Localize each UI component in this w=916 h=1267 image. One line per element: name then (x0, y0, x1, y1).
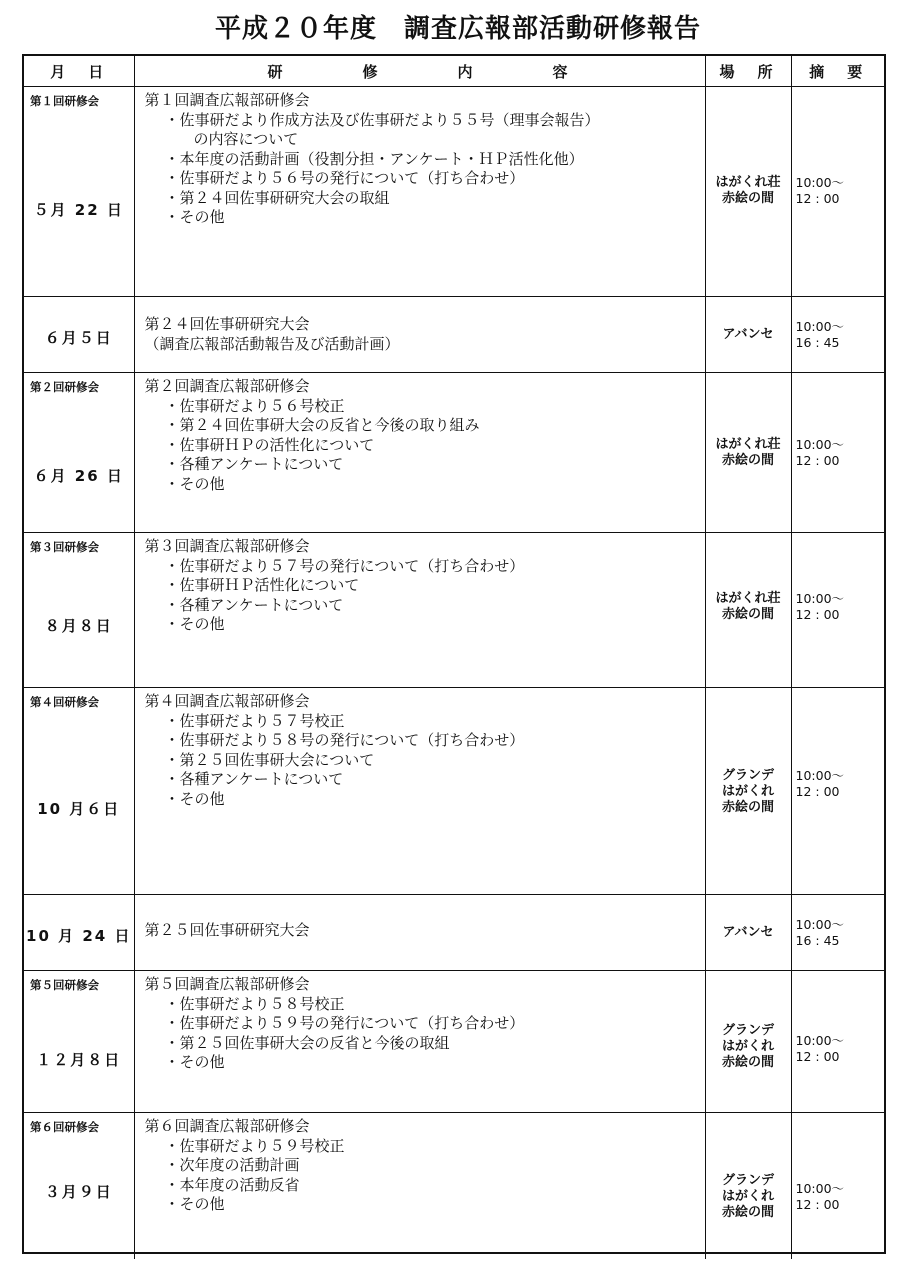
place-cell (705, 971, 791, 1113)
agenda-item: ・その他 (164, 789, 225, 808)
time-range: 12 : 00 (795, 1197, 840, 1212)
agenda-item: ・各種アンケートについて (164, 595, 344, 614)
session-heading: 第４回調査広報部研修会 (144, 692, 310, 710)
agenda-item: ・第２５回佐事研大会の反省と今後の取組 (164, 1033, 450, 1052)
time-range: 16 : 45 (795, 933, 840, 948)
venue-name: 赤絵の間 (721, 800, 774, 815)
agenda-item: ・佐事研だより５８号の発行について（打ち合わせ） (164, 731, 525, 749)
summary-cell (791, 87, 884, 297)
time-range: 12 : 00 (795, 1049, 840, 1064)
venue-name: はがくれ荘 (715, 175, 781, 190)
meeting-label: 第６回研修会 (30, 1120, 99, 1134)
agenda-item: ・佐事研だより５９号校正 (164, 1136, 345, 1155)
agenda-item: ・第２５回佐事研大会について (164, 750, 375, 769)
summary-cell (791, 895, 884, 971)
agenda-item: ・その他 (164, 208, 225, 226)
time-range: 12 : 00 (795, 607, 840, 622)
header-row (24, 56, 884, 87)
content-cell (134, 87, 705, 297)
meeting-date: １２月８日 (36, 1051, 122, 1069)
agenda-item: ・佐事研だより５７号校正 (164, 711, 345, 730)
agenda-item: ・その他 (164, 1195, 225, 1213)
time-range: 10:00〜 (795, 1033, 845, 1048)
session-heading: 第２５回佐事研研究大会 (144, 921, 310, 939)
agenda-item: ・その他 (164, 615, 225, 633)
summary-cell (791, 297, 884, 373)
agenda-item: ・佐事研だより５７号の発行について（打ち合わせ） (164, 556, 525, 575)
agenda-item: ・佐事研ＨＰ活性化について (164, 576, 360, 594)
content-cell (134, 373, 705, 533)
header-content: 研 修 内 容 (134, 56, 705, 87)
place-cell (705, 688, 791, 895)
content-cell (134, 1113, 705, 1259)
date-cell (24, 688, 134, 895)
agenda-item: ・佐事研だより５６号の発行について（打ち合わせ） (164, 169, 525, 187)
venue-name: 赤絵の間 (721, 191, 774, 206)
place-cell (705, 373, 791, 533)
time-range: 10:00〜 (795, 768, 845, 783)
agenda-item: ・佐事研ＨＰの活性化について (164, 435, 375, 454)
agenda-item: ・第２４回佐事研大会の反省と今後の取り組み (164, 416, 480, 434)
venue-name: 赤絵の間 (721, 453, 774, 468)
session-heading: 第１回調査広報部研修会 (144, 91, 310, 109)
agenda-item: ・佐事研だより５８号校正 (164, 994, 345, 1013)
table-row (24, 895, 884, 971)
summary-cell (791, 971, 884, 1113)
date-cell (24, 1113, 134, 1259)
meeting-date: ８月８日 (44, 617, 113, 635)
time-range: 10:00〜 (795, 1181, 845, 1196)
place-cell (705, 1113, 791, 1259)
venue-name: グランデ (721, 768, 774, 783)
meeting-date: ６月 26 日 (33, 467, 124, 485)
place-cell (705, 533, 791, 688)
venue-name: 赤絵の間 (721, 1055, 774, 1070)
meeting-date: ３月９日 (44, 1183, 113, 1201)
header-date: 月 日 (24, 56, 134, 87)
table-row (24, 87, 884, 297)
agenda-item: ・各種アンケートについて (164, 770, 344, 788)
venue-name: はがくれ (721, 1039, 774, 1054)
meeting-label: 第２回研修会 (30, 380, 99, 394)
venue-name: はがくれ (721, 1189, 774, 1204)
table-row (24, 1113, 884, 1259)
meeting-label: 第５回研修会 (30, 978, 99, 992)
venue-name: はがくれ荘 (715, 437, 781, 452)
report-table (24, 56, 884, 1259)
meeting-date: 10 月 24 日 (26, 927, 132, 945)
agenda-item: ・その他 (164, 1053, 225, 1071)
time-range: 10:00〜 (795, 437, 845, 452)
venue-name: アバンセ (722, 925, 774, 940)
content-cell (134, 533, 705, 688)
agenda-item: の内容について (178, 130, 299, 148)
date-cell (24, 373, 134, 533)
agenda-item: ・佐事研だより５９号の発行について（打ち合わせ） (164, 1014, 525, 1032)
agenda-item: ・本年度の活動反省 (164, 1175, 300, 1194)
meeting-date: ５月 22 日 (33, 201, 124, 219)
session-heading: 第２回調査広報部研修会 (144, 377, 310, 395)
date-cell (24, 87, 134, 297)
content-cell (134, 297, 705, 373)
summary-cell (791, 1113, 884, 1259)
session-heading: 第２４回佐事研研究大会 (144, 315, 310, 333)
header-summary: 摘 要 (791, 56, 884, 87)
agenda-item: ・第２４回佐事研研究大会の取組 (164, 188, 390, 207)
venue-name: グランデ (721, 1023, 774, 1038)
place-cell (705, 87, 791, 297)
content-cell (134, 971, 705, 1113)
venue-name: 赤絵の間 (721, 1205, 774, 1220)
venue-name: グランデ (721, 1173, 774, 1188)
venue-name: はがくれ荘 (715, 591, 781, 606)
agenda-item: （調査広報部活動報告及び活動計画） (144, 334, 400, 353)
date-cell (24, 895, 134, 971)
time-range: 12 : 00 (795, 784, 840, 799)
time-range: 12 : 00 (795, 453, 840, 468)
session-heading: 第６回調査広報部研修会 (144, 1117, 310, 1135)
page-title: 平成２０年度 調査広報部活動研修報告 (214, 14, 701, 44)
agenda-item: ・各種アンケートについて (164, 455, 344, 473)
date-cell (24, 297, 134, 373)
table-row (24, 971, 884, 1113)
agenda-item: ・佐事研だより作成方法及び佐事研だより５５号（理事会報告） (164, 110, 600, 129)
date-cell (24, 971, 134, 1113)
time-range: 12 : 00 (795, 191, 840, 206)
agenda-item: ・佐事研だより５６号校正 (164, 396, 345, 415)
summary-cell (791, 373, 884, 533)
time-range: 10:00〜 (795, 917, 845, 932)
summary-cell (791, 688, 884, 895)
table-row (24, 373, 884, 533)
session-heading: 第３回調査広報部研修会 (144, 537, 310, 555)
venue-name: 赤絵の間 (721, 607, 774, 622)
header-place: 場 所 (705, 56, 791, 87)
date-cell (24, 533, 134, 688)
report-table-frame (22, 54, 886, 1254)
place-cell (705, 297, 791, 373)
table-row (24, 533, 884, 688)
content-cell (134, 895, 705, 971)
meeting-date: 10 月６日 (37, 800, 121, 818)
meeting-label: 第３回研修会 (30, 540, 99, 554)
report-rows (24, 87, 884, 1259)
time-range: 16 : 45 (795, 335, 840, 350)
content-cell (134, 688, 705, 895)
table-row (24, 688, 884, 895)
agenda-item: ・次年度の活動計画 (164, 1156, 300, 1174)
venue-name: アバンセ (722, 327, 774, 342)
summary-cell (791, 533, 884, 688)
time-range: 10:00〜 (795, 591, 845, 606)
agenda-item: ・その他 (164, 474, 225, 493)
meeting-date: ６月５日 (44, 329, 113, 347)
agenda-item: ・本年度の活動計画（役割分担・アンケート・ＨＰ活性化他） (164, 149, 584, 168)
place-cell (705, 895, 791, 971)
time-range: 10:00〜 (795, 175, 845, 190)
meeting-label: 第４回研修会 (30, 695, 99, 709)
session-heading: 第５回調査広報部研修会 (144, 975, 310, 993)
table-row (24, 297, 884, 373)
meeting-label: 第１回研修会 (30, 94, 99, 108)
time-range: 10:00〜 (795, 319, 845, 334)
venue-name: はがくれ (721, 784, 774, 799)
